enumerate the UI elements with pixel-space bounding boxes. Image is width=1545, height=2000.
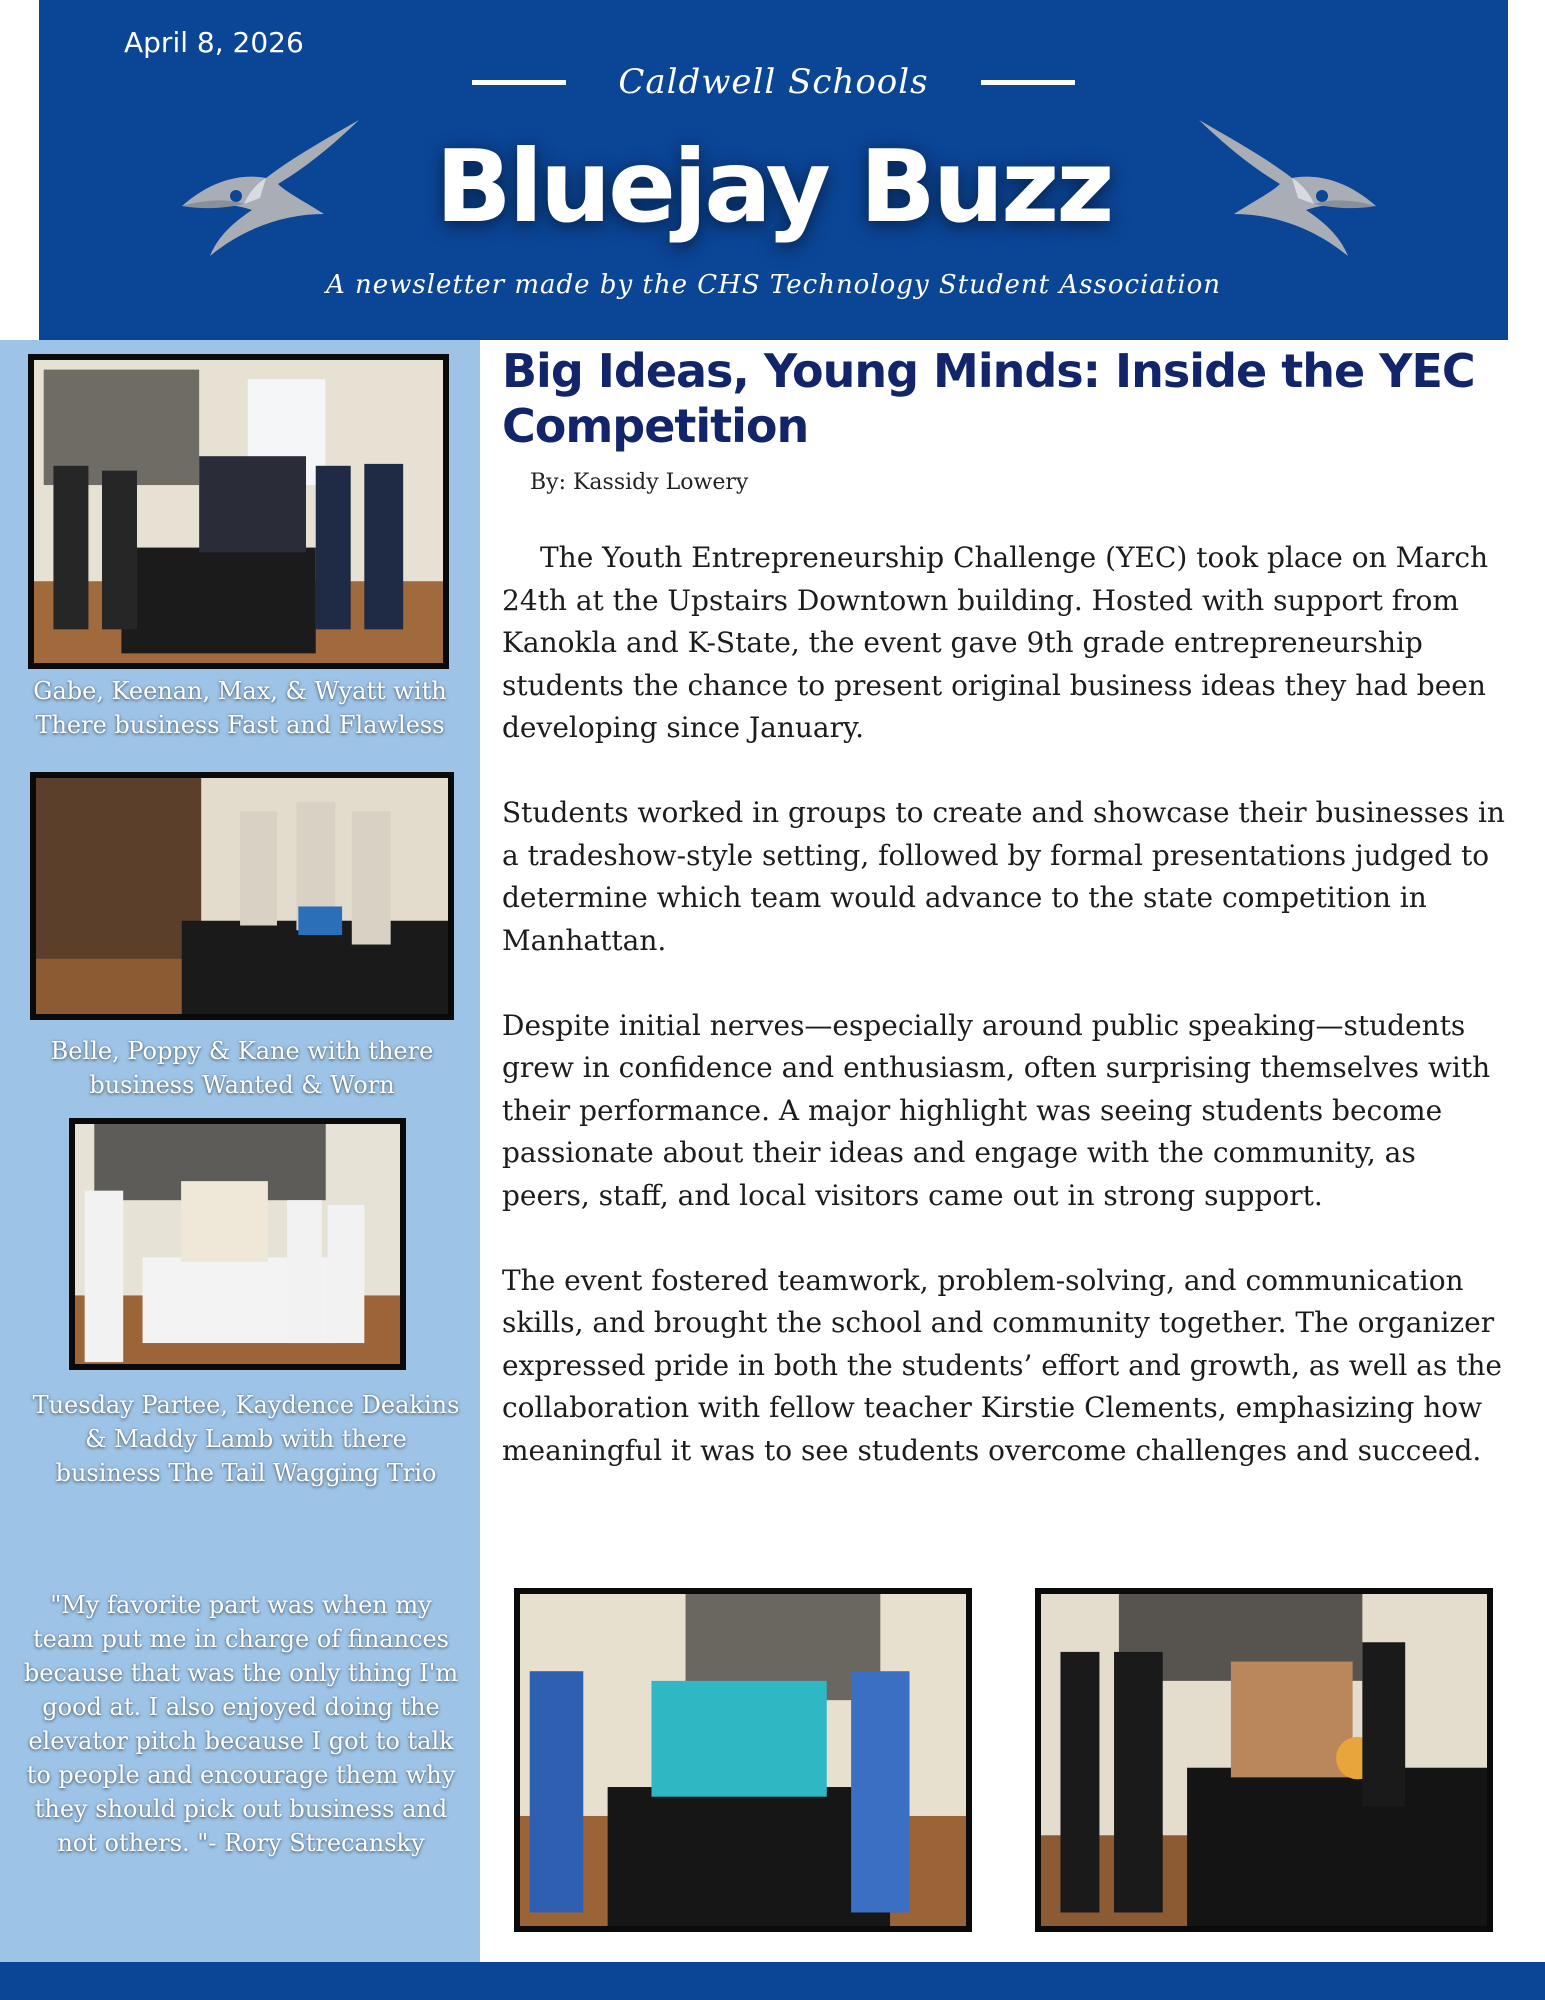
team-photo-tail-wagging-trio bbox=[69, 1118, 406, 1370]
decorative-rule bbox=[472, 80, 566, 85]
team-photo-wanted-and-worn bbox=[30, 772, 454, 1020]
student-quote: "My favorite part was when my team put me in charge of finances because that was the only thing I'm good at. I also enjoyed doing the elevator pitch because I got to talk to people and encourage them why they should pick out business and not others. "- Rory Strecansky bbox=[23, 1591, 459, 1857]
article-paragraph: The Youth Entrepreneurship Challenge (YEC) took place on March 24th at the Upstairs Downtown building. Hosted with support from Kanokla and K-State, the event gave 9th grade entrepreneurship students the chance to present original business ideas they had been developing since January. bbox=[502, 541, 1489, 744]
newsletter-title: Bluejay Buzz bbox=[435, 128, 1112, 245]
team-photo-bottom-right bbox=[1035, 1588, 1493, 1932]
team-photo-fast-and-flawless bbox=[28, 354, 449, 669]
article-headline: Big Ideas, Young Minds: Inside the YEC Competition bbox=[502, 344, 1475, 453]
photo-caption: Gabe, Keenan, Max, & Wyatt with There business Fast and Flawless bbox=[33, 677, 447, 739]
masthead-banner bbox=[39, 0, 1508, 340]
article-paragraph: Students worked in groups to create and showcase their businesses in a tradeshow-style setting, followed by formal presentations judged to determine which team would advance to the state competition in Manhattan. bbox=[502, 796, 1505, 957]
footer-bar bbox=[0, 1962, 1545, 2000]
newsletter-tagline: A newsletter made by the CHS Technology Student Association bbox=[325, 270, 1222, 300]
article-paragraph: The event fostered teamwork, problem-solving, and communication skills, and brought the school and community together. The organizer expressed pride in both the students’ effort and growth, as well as the collaboration with fellow teacher Kirstie Clements, emphasizing how meaningful it was to see students overcome challenges and succeed. bbox=[502, 1263, 1503, 1467]
photo-caption: Tuesday Partee, Kaydence Deakins & Maddy Lamb with there business The Tail Wagging Trio bbox=[32, 1391, 460, 1487]
team-photo-bottom-left bbox=[514, 1588, 972, 1932]
sidebar bbox=[0, 340, 480, 1962]
article-body bbox=[502, 537, 1512, 1515]
decorative-rule bbox=[981, 80, 1075, 85]
school-row bbox=[39, 62, 1508, 102]
school-name: Caldwell Schools bbox=[618, 62, 929, 102]
issue-date: April 8, 2026 bbox=[124, 26, 304, 59]
article-byline: By: Kassidy Lowery bbox=[530, 470, 749, 495]
photo-caption: Belle, Poppy & Kane with there business Wanted & Worn bbox=[50, 1037, 434, 1099]
bluejay-icon bbox=[1194, 118, 1384, 258]
article-paragraph: Despite initial nerves—especially around public speaking—students grew in confidence and enthusiasm, often surprising themselves with their performance. A major highlight was seeing students become passionate about their ideas and engage with the community, as peers, staff, and local visitors came out in strong support. bbox=[502, 1008, 1491, 1212]
